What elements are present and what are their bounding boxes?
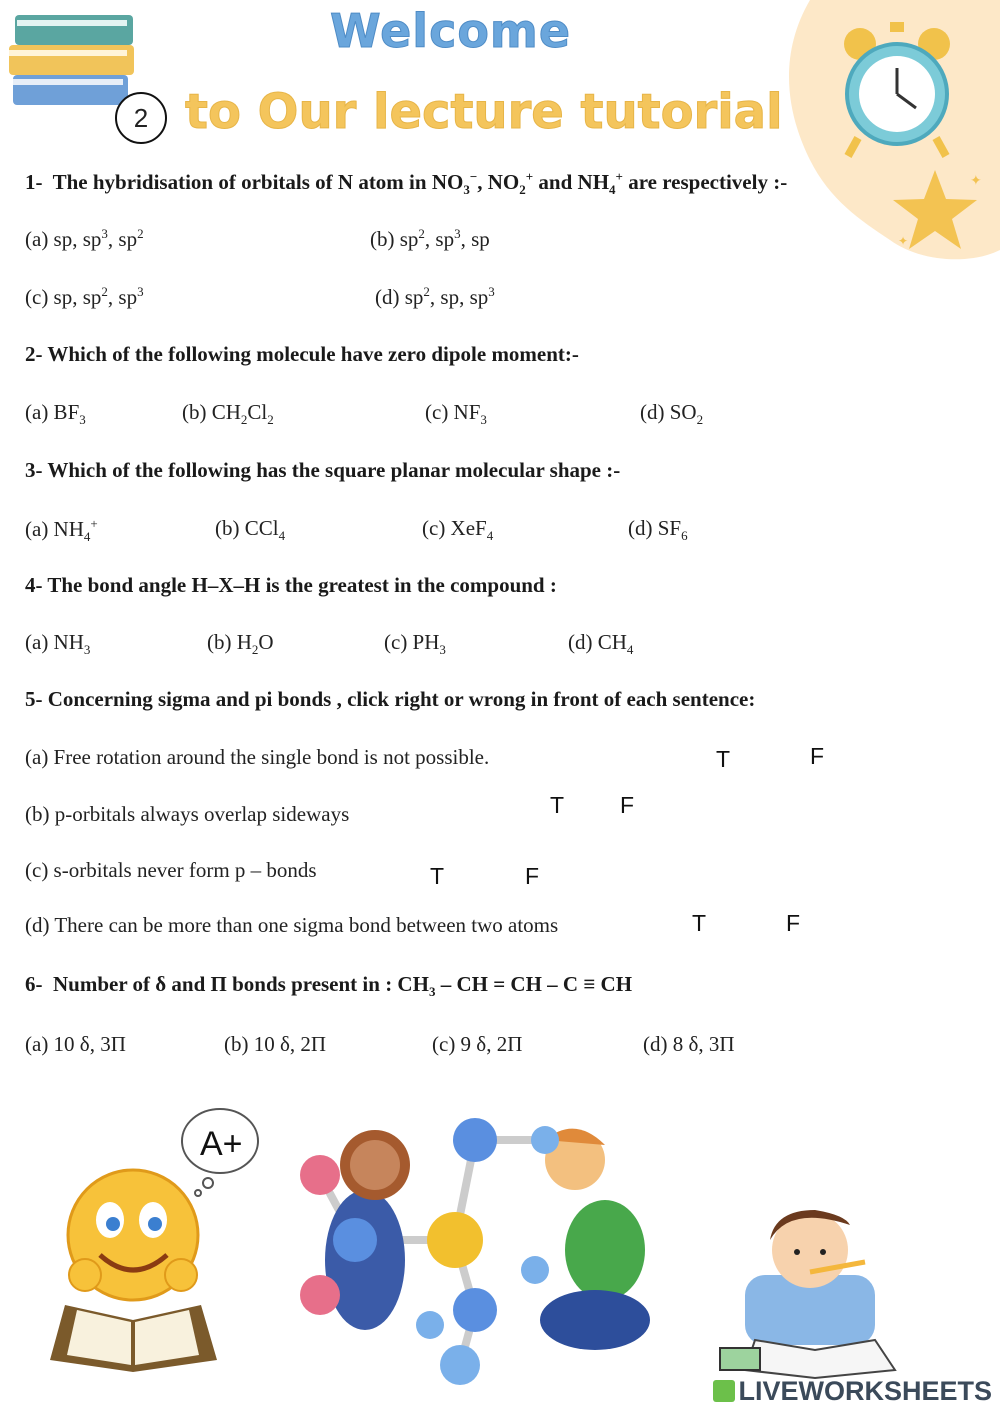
svg-text:✦: ✦ xyxy=(970,174,982,189)
q3-option-a[interactable]: (a) $NH_4^+$ xyxy=(25,516,98,545)
q1-option-d[interactable]: (d) $sp^2$, sp, $sp^3$ xyxy=(375,284,495,309)
page-number-badge: 2 xyxy=(115,92,167,144)
q5c-true-choice[interactable]: T xyxy=(430,863,445,889)
question-6: 6- Number of δ and Π bonds present in : $CH_3$ – CH = CH – C ≡ CH xyxy=(25,972,633,1000)
question-4: 4- The bond angle H–X–H is the greatest in the compound : xyxy=(25,573,557,597)
q5b-true-choice[interactable]: T xyxy=(550,792,565,818)
alarm-clock-icon xyxy=(838,18,956,158)
question-1: 1- The hybridisation of orbitals of N atom in $NO_3^-$, $NO_2^+$ and $NH_4^+$ are respectively :- xyxy=(25,169,788,198)
liveworksheets-watermark xyxy=(713,1376,992,1407)
question-2: 2- Which of the following molecule have zero dipole moment:- xyxy=(25,342,579,366)
q4-option-c[interactable]: (c) $PH_3$ xyxy=(384,630,446,658)
q2-option-d[interactable]: (d) $SO_2$ xyxy=(640,400,704,428)
q5b-false-choice[interactable]: F xyxy=(620,792,635,818)
q4-option-b[interactable]: (b) $H_2O$ xyxy=(207,630,274,658)
q5d-false-choice[interactable]: F xyxy=(786,910,801,936)
q5-statement-d: (d) There can be more than one sigma bond between two atoms xyxy=(25,913,559,937)
q4-option-a[interactable]: (a) $NH_3$ xyxy=(25,630,91,658)
q4-option-d[interactable]: (d) $CH_4$ xyxy=(568,630,634,658)
question-5: 5- Concerning sigma and pi bonds , click right or wrong in front of each sentence: xyxy=(25,687,756,711)
q2-option-c[interactable]: (c) $NF_3$ xyxy=(425,400,487,428)
q5d-true-choice[interactable]: T xyxy=(692,910,707,936)
q2-option-b[interactable]: (b) $CH_2Cl_2$ xyxy=(182,400,274,428)
smiley-reading-icon xyxy=(45,1160,225,1375)
liveworksheets-logo-icon xyxy=(713,1380,735,1402)
q3-option-d[interactable]: (d) $SF_6$ xyxy=(628,516,688,544)
page-subtitle: to Our lecture tutorial xyxy=(185,84,783,140)
q6-option-d[interactable]: (d) 8 δ, 3Π xyxy=(643,1032,735,1056)
q5a-false-choice[interactable]: F xyxy=(810,743,825,769)
q5a-true-choice[interactable]: T xyxy=(716,746,731,772)
boy-studying-illustration xyxy=(715,1200,915,1380)
q5c-false-choice[interactable]: F xyxy=(525,863,540,889)
q5-statement-c: (c) s-orbitals never form p – bonds xyxy=(25,858,317,882)
q5-statement-b: (b) p-orbitals always overlap sideways xyxy=(25,802,350,826)
q1-option-b[interactable]: (b) $sp^2$, $sp^3$, sp xyxy=(370,226,490,251)
q1-option-a[interactable]: (a) sp, $sp^3$, $sp^2$ xyxy=(25,226,144,251)
q1-option-c[interactable]: (c) sp, $sp^2$, $sp^3$ xyxy=(25,284,144,309)
watermark-text: LIVEWORKSHEETS xyxy=(738,1376,992,1406)
q6-option-b[interactable]: (b) 10 δ, 2Π xyxy=(224,1032,327,1056)
books-icon xyxy=(5,5,140,110)
kids-molecule-illustration xyxy=(275,1100,695,1395)
thought-bubble-text: A+ xyxy=(200,1125,243,1163)
q3-option-b[interactable]: (b) CCl$_4$ xyxy=(215,516,286,544)
star-icon xyxy=(890,165,980,255)
q6-option-c[interactable]: (c) 9 δ, 2Π xyxy=(432,1032,523,1056)
q3-option-c[interactable]: (c) XeF$_4$ xyxy=(422,516,494,544)
svg-text:✦: ✦ xyxy=(898,234,909,248)
q5-statement-a: (a) Free rotation around the single bond is not possible. xyxy=(25,745,490,769)
question-3: 3- Which of the following has the square planar molecular shape :- xyxy=(25,458,621,482)
q6-option-a[interactable]: (a) 10 δ, 3Π xyxy=(25,1032,126,1056)
q2-option-a[interactable]: (a) $BF_3$ xyxy=(25,400,86,428)
page-title: Welcome xyxy=(330,4,572,58)
